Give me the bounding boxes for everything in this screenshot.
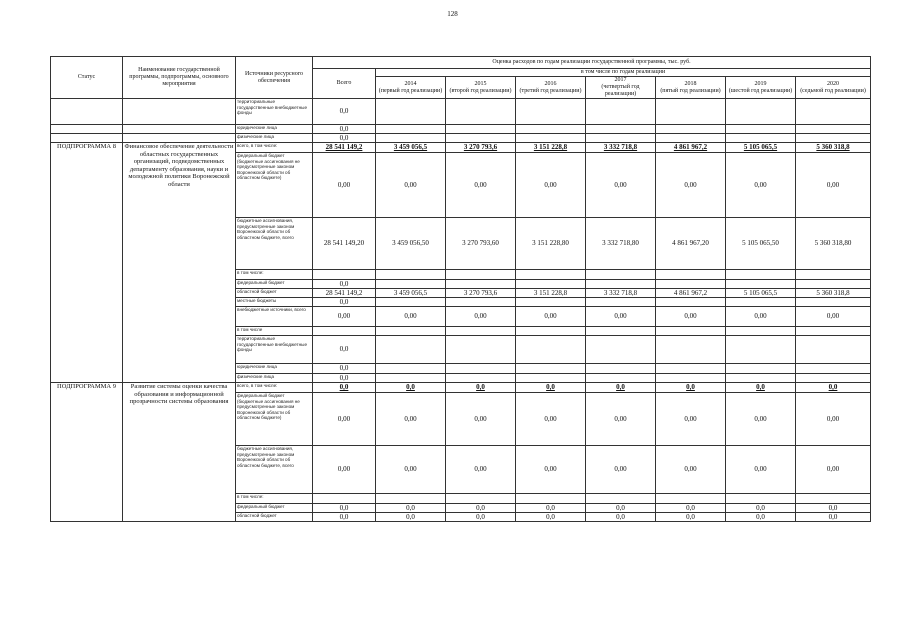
source-cell: федеральный бюджет (бюджетные ассигнования не предусмотренные законом Воронежской области об областном бюджете) (236, 393, 313, 446)
year-label: (шестой год реализации) (728, 87, 793, 94)
total-cell: 0,0 (313, 134, 376, 143)
value-cell: 0,00 (376, 446, 446, 494)
total-cell: 28 541 149,2 (313, 143, 376, 153)
value-cell (726, 125, 796, 134)
page-number: 128 (447, 10, 458, 18)
source-cell: физические лица (236, 134, 313, 143)
value-cell: 0,0 (726, 504, 796, 513)
value-cell (516, 374, 586, 383)
value-cell (446, 99, 516, 125)
table-row (51, 99, 871, 125)
value-cell: 0,00 (446, 393, 516, 446)
value-cell (796, 125, 871, 134)
value-cell: 3 332 718,8 (586, 143, 656, 153)
value-cell: 3 151 228,80 (516, 218, 586, 270)
source-cell: юридические лица (236, 125, 313, 134)
value-cell: 0,00 (796, 153, 871, 218)
value-cell (586, 280, 656, 289)
value-cell: 0,00 (376, 153, 446, 218)
year-number: 2017 (614, 77, 627, 83)
total-cell (313, 270, 376, 280)
value-cell: 5 360 318,80 (796, 218, 871, 270)
value-cell: 0,00 (586, 446, 656, 494)
table-header (51, 57, 871, 99)
header-estimate: Оценка расходов по годам реализации государственной программы, тыс. руб. (313, 57, 871, 69)
value-cell (516, 280, 586, 289)
value-cell (656, 270, 726, 280)
value-cell (796, 280, 871, 289)
budget-table (50, 56, 871, 522)
value-cell (376, 374, 446, 383)
value-cell (796, 494, 871, 504)
value-cell: 4 861 967,2 (656, 289, 726, 298)
sub9-status: ПОДПРОГРАММА 9 (51, 383, 123, 522)
value-cell (796, 270, 871, 280)
source-cell: федеральный бюджет (236, 504, 313, 513)
value-cell (656, 280, 726, 289)
value-cell: 0,0 (586, 513, 656, 522)
value-cell (516, 270, 586, 280)
value-cell: 0,00 (796, 307, 871, 327)
value-cell (376, 298, 446, 307)
year-label: (первый год реализации) (378, 87, 443, 94)
year-number: 2016 (544, 80, 557, 87)
source-cell: территориальные государственные внебюджетные фонды (236, 336, 313, 364)
header-year (656, 77, 726, 99)
value-cell: 0,0 (446, 383, 516, 393)
source-cell: федеральный бюджет (бюджетные ассигнования не предусмотренные законом Воронежской области об областном бюджете) (236, 153, 313, 218)
header-name: Наименование государственной программы, подпрограммы, основного мероприятия (123, 57, 236, 99)
value-cell (796, 327, 871, 336)
value-cell: 0,00 (516, 393, 586, 446)
value-cell: 0,00 (516, 307, 586, 327)
value-cell (446, 134, 516, 143)
sub8-name: Финансовое обеспечение деятельности областных государственных организаций, подведомственных департаменту образования, науки и молодежной политики Воронежской области (123, 143, 236, 383)
value-cell: 3 270 793,60 (446, 218, 516, 270)
value-cell (516, 99, 586, 125)
value-cell: 0,00 (376, 393, 446, 446)
source-cell: областной бюджет (236, 513, 313, 522)
value-cell: 0,0 (656, 513, 726, 522)
total-cell: 0,0 (313, 513, 376, 522)
value-cell (376, 99, 446, 125)
value-cell: 0,0 (656, 504, 726, 513)
source-cell: областной бюджет (236, 289, 313, 298)
source-cell: в том числе: (236, 494, 313, 504)
value-cell: 0,00 (376, 307, 446, 327)
value-cell (656, 374, 726, 383)
year-label: (второй год реализации) (449, 87, 512, 94)
year-number: 2019 (754, 80, 767, 87)
value-cell (446, 125, 516, 134)
header-sources: Источники ресурсного обеспечения (236, 57, 313, 99)
value-cell: 0,00 (446, 153, 516, 218)
value-cell (656, 494, 726, 504)
header-year (376, 77, 446, 99)
value-cell (516, 494, 586, 504)
total-cell: 0,0 (313, 383, 376, 393)
year-number: 2018 (684, 80, 697, 87)
value-cell: 3 459 056,50 (376, 218, 446, 270)
value-cell (726, 134, 796, 143)
total-cell: 28 541 149,20 (313, 218, 376, 270)
sub9-name: Развитие системы оценки качества образования и информационной прозрачности системы образования (123, 383, 236, 522)
value-cell (796, 99, 871, 125)
value-cell: 4 861 967,20 (656, 218, 726, 270)
total-cell: 0,0 (313, 298, 376, 307)
total-cell: 0,0 (313, 280, 376, 289)
value-cell (796, 134, 871, 143)
table-row (51, 383, 871, 393)
value-cell: 0,00 (516, 446, 586, 494)
value-cell: 0,00 (726, 393, 796, 446)
value-cell: 0,00 (796, 446, 871, 494)
value-cell: 3 459 056,5 (376, 289, 446, 298)
value-cell: 4 861 967,2 (656, 143, 726, 153)
value-cell (726, 494, 796, 504)
table-row (51, 143, 871, 153)
total-cell: 0,00 (313, 446, 376, 494)
value-cell: 0,00 (656, 153, 726, 218)
value-cell: 0,0 (726, 383, 796, 393)
year-label: (четвертый год реализации) (601, 84, 640, 97)
source-cell: в том числе (236, 327, 313, 336)
value-cell (376, 270, 446, 280)
value-cell (656, 336, 726, 364)
value-cell (726, 280, 796, 289)
value-cell: 0,00 (656, 446, 726, 494)
header-status: Статус (51, 57, 123, 99)
header-year (516, 77, 586, 99)
source-cell: юридические лица (236, 364, 313, 374)
value-cell (796, 374, 871, 383)
total-cell: 0,00 (313, 393, 376, 446)
value-cell: 3 332 718,8 (586, 289, 656, 298)
value-cell: 3 270 793,6 (446, 143, 516, 153)
value-cell (516, 336, 586, 364)
value-cell (726, 298, 796, 307)
status-cell (51, 134, 123, 143)
total-cell: 0,0 (313, 336, 376, 364)
status-cell (51, 99, 123, 125)
sub8-status: ПОДПРОГРАММА 8 (51, 143, 123, 383)
value-cell (586, 125, 656, 134)
value-cell: 0,0 (586, 504, 656, 513)
value-cell (656, 298, 726, 307)
value-cell (726, 374, 796, 383)
header-total: Всего (313, 69, 376, 99)
value-cell: 0,0 (376, 504, 446, 513)
header-year (796, 77, 871, 99)
year-number: 2020 (827, 80, 839, 87)
source-cell: бюджетные ассигнования, предусмотренные законом Воронежской области об областном бюджете, всего (236, 218, 313, 270)
total-cell: 0,0 (313, 374, 376, 383)
year-label: (третий год реализации) (519, 87, 582, 94)
value-cell (586, 270, 656, 280)
value-cell: 0,0 (376, 513, 446, 522)
value-cell: 0,00 (656, 307, 726, 327)
value-cell (376, 364, 446, 374)
value-cell (656, 99, 726, 125)
value-cell: 5 360 318,8 (796, 289, 871, 298)
value-cell (586, 298, 656, 307)
value-cell: 0,0 (516, 513, 586, 522)
value-cell (446, 327, 516, 336)
total-cell (313, 494, 376, 504)
name-cell (123, 134, 236, 143)
value-cell (656, 134, 726, 143)
value-cell (796, 298, 871, 307)
value-cell: 0,00 (586, 307, 656, 327)
value-cell (586, 494, 656, 504)
header-year (726, 77, 796, 99)
source-cell: всего, в том числе: (236, 143, 313, 153)
value-cell (796, 364, 871, 374)
value-cell (446, 364, 516, 374)
value-cell: 3 270 793,6 (446, 289, 516, 298)
header-incl: в том числе по годам реализации (376, 69, 871, 77)
status-cell (51, 125, 123, 134)
value-cell (446, 374, 516, 383)
value-cell (726, 99, 796, 125)
value-cell (376, 125, 446, 134)
value-cell (586, 99, 656, 125)
value-cell: 0,0 (516, 383, 586, 393)
value-cell (656, 125, 726, 134)
value-cell: 5 360 318,8 (796, 143, 871, 153)
header-year (586, 77, 656, 99)
value-cell (586, 327, 656, 336)
year-number: 2014 (404, 80, 417, 87)
total-cell (313, 327, 376, 336)
source-cell: всего, в том числе: (236, 383, 313, 393)
total-cell: 28 541 149,2 (313, 289, 376, 298)
value-cell: 0,00 (726, 307, 796, 327)
value-cell (376, 494, 446, 504)
source-cell: местные бюджеты (236, 298, 313, 307)
total-cell: 0,00 (313, 153, 376, 218)
value-cell: 3 151 228,8 (516, 289, 586, 298)
year-number: 2015 (474, 80, 487, 87)
value-cell (376, 336, 446, 364)
value-cell: 3 151 228,8 (516, 143, 586, 153)
value-cell: 0,0 (446, 504, 516, 513)
value-cell: 0,00 (586, 153, 656, 218)
year-label: (пятый год реализации) (660, 87, 721, 94)
value-cell (516, 364, 586, 374)
value-cell (656, 327, 726, 336)
total-cell: 0,00 (313, 307, 376, 327)
value-cell: 5 105 065,5 (726, 289, 796, 298)
value-cell: 0,00 (586, 393, 656, 446)
value-cell: 0,0 (796, 383, 871, 393)
value-cell: 0,0 (796, 513, 871, 522)
source-cell: федеральный бюджет (236, 280, 313, 289)
table-row (51, 134, 871, 143)
value-cell (446, 336, 516, 364)
value-cell: 0,00 (656, 393, 726, 446)
value-cell: 5 105 065,5 (726, 143, 796, 153)
total-cell: 0,0 (313, 504, 376, 513)
value-cell: 3 459 056,5 (376, 143, 446, 153)
name-cell (123, 125, 236, 134)
value-cell: 0,0 (796, 504, 871, 513)
name-cell (123, 99, 236, 125)
value-cell: 0,00 (516, 153, 586, 218)
value-cell (446, 494, 516, 504)
source-cell: в том числе: (236, 270, 313, 280)
value-cell (726, 336, 796, 364)
value-cell (586, 336, 656, 364)
value-cell (376, 134, 446, 143)
value-cell: 0,0 (656, 383, 726, 393)
value-cell (446, 270, 516, 280)
source-cell: территориальные государственные внебюджетные фонды (236, 99, 313, 125)
value-cell (516, 125, 586, 134)
value-cell: 0,00 (726, 153, 796, 218)
value-cell: 0,00 (446, 307, 516, 327)
value-cell: 0,0 (376, 383, 446, 393)
value-cell: 3 332 718,80 (586, 218, 656, 270)
value-cell (726, 327, 796, 336)
value-cell (376, 327, 446, 336)
total-cell: 0,0 (313, 364, 376, 374)
value-cell: 0,0 (726, 513, 796, 522)
value-cell (726, 364, 796, 374)
value-cell (446, 298, 516, 307)
value-cell: 0,00 (796, 393, 871, 446)
value-cell (586, 364, 656, 374)
value-cell (796, 336, 871, 364)
value-cell (656, 364, 726, 374)
source-cell: внебюджетные источники, всего (236, 307, 313, 327)
value-cell (726, 270, 796, 280)
value-cell (446, 280, 516, 289)
value-cell: 0,0 (516, 504, 586, 513)
total-cell: 0,0 (313, 99, 376, 125)
value-cell: 0,00 (446, 446, 516, 494)
header-year (446, 77, 516, 99)
value-cell: 5 105 065,50 (726, 218, 796, 270)
year-label: (седьмой год реализации) (800, 87, 866, 94)
value-cell (516, 298, 586, 307)
value-cell: 0,0 (446, 513, 516, 522)
source-cell: бюджетные ассигнования, предусмотренные законом Воронежской области об областном бюджете, всего (236, 446, 313, 494)
value-cell (516, 327, 586, 336)
table-row (51, 125, 871, 134)
value-cell (586, 374, 656, 383)
value-cell (516, 134, 586, 143)
source-cell: физические лица (236, 374, 313, 383)
total-cell: 0,0 (313, 125, 376, 134)
value-cell: 0,0 (586, 383, 656, 393)
value-cell (586, 134, 656, 143)
value-cell: 0,00 (726, 446, 796, 494)
value-cell (376, 280, 446, 289)
